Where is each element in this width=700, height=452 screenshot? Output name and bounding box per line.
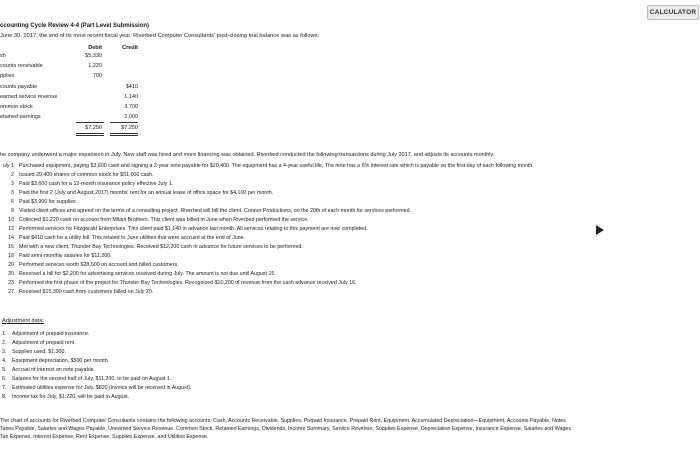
transaction-date: 10 xyxy=(8,217,14,223)
chart-of-accounts-line: Taxes Payable, Salaries and Wages Payable, Unearned Service Revenue, Common Stock, Retained Earnings, Dividends, Income Summary, Service Revenue, Supplies Expense, Depreciation Expense, Insurance Expense, Salaries and Wages xyxy=(0,426,571,432)
transaction-description: Paid $410 cash for a utility bill. This related to June utilities that were accrued at the end of June. xyxy=(19,235,246,241)
adjustment-heading: Adjustment data: xyxy=(2,318,44,324)
adjustment-number: 2. xyxy=(2,340,7,346)
transaction-date: 16 xyxy=(8,244,14,250)
debit-header: Debit xyxy=(88,45,102,51)
total-rule xyxy=(76,122,104,123)
expansion-paragraph: he company underwent a major expansion in July. New staff was hired and more financing was obtained. Riverbed conducted the following transactions during July 2017, and adjusts its accounts monthly. xyxy=(0,152,495,158)
chart-of-accounts-line: Tax Expense, Interest Expense, Rent Expense, Supplies Expense, and Utilities Expense. xyxy=(0,434,209,440)
transaction-date: 23 xyxy=(8,280,14,286)
credit-header: Credit xyxy=(122,45,138,51)
total-rule xyxy=(110,122,138,123)
account-name: earned service revenue xyxy=(0,94,58,100)
transaction-description: Performed services worth $28,600 on account and billed customers. xyxy=(19,262,179,268)
double-rule-bottom xyxy=(110,135,138,136)
credit-amount: $410 xyxy=(125,84,138,90)
scroll-arrow-icon[interactable] xyxy=(596,225,604,235)
transaction-description: Performed services for Fitzgerald Enterprises. This client paid $1,140 in advance last month. All services relating to this payment are now completed. xyxy=(19,226,368,232)
credit-amount: 1,140 xyxy=(124,94,138,100)
transaction-date: 3 xyxy=(11,181,14,187)
account-name: ommon stock xyxy=(0,104,33,110)
adjustment-number: 7. xyxy=(2,385,7,391)
transaction-description: Issued 20,400 shares of common stock for $51,000 cash. xyxy=(19,172,154,178)
adjustment-number: 6. xyxy=(2,376,7,382)
transaction-description: Paid $3,600 cash for a 12-month insurance policy effective July 1. xyxy=(19,181,174,187)
adjustment-number: 3. xyxy=(2,349,7,355)
transaction-description: Paid semi-monthly salaries for $11,200. xyxy=(19,253,112,259)
transaction-description: Collected $1,220 cash on account from Milani Brothers. This client was billed in June when Riverbed performed the service. xyxy=(19,217,309,223)
adjustment-item: Adjustment of prepaid insurance. xyxy=(12,331,90,337)
double-rule-top xyxy=(76,133,104,134)
transaction-description: Visited client offices and agreed on the terms of a consulting project. Riverbed will bill the client, Connor Productions, on the 20th of each month for services performed. xyxy=(19,208,411,214)
transaction-date: uly 1 xyxy=(2,163,14,169)
transaction-description: Purchased equipment, paying $3,600 cash and signing a 2-year note payable for $20,400. The equipment has a 4-year useful life. The note has a 6% interest rate which is payable on the first day of each following month. xyxy=(19,163,534,169)
chart-of-accounts-line: The chart of accounts for Riverbed Computer Consultants contains the following accounts: Cash, Accounts Receivable, Supplies, Prepaid Insurance, Prepaid Rent, Equipment, Accumulated Depreciation—Equipment, Accounts Payable, Notes xyxy=(0,418,566,424)
transaction-description: Met with a new client, Thunder Bay Technologies. Received $12,200 cash in advance for future services to be performed. xyxy=(19,244,303,250)
adjustment-item: Accrual of interest on note payable. xyxy=(12,367,96,373)
adjustment-item: Estimated utilities expense for July, $820 (invoice will be received in August). xyxy=(12,385,192,391)
transaction-description: Performed the first phase of the project for Thunder Bay Technologies. Recognized $10,200 of revenue from the cash advance received July 16. xyxy=(19,280,357,286)
adjustment-item: Equipment depreciation, $500 per month. xyxy=(12,358,110,364)
adjustment-item: Income tax for July, $1,220, will be paid in August. xyxy=(12,394,130,400)
adjustment-item: Salaries for the second half of July, $11,200, to be paid on August 1. xyxy=(12,376,172,382)
calculator-button[interactable]: CALCULATOR xyxy=(647,5,699,20)
debit-amount: $5,330 xyxy=(85,53,102,59)
transaction-date: 20 xyxy=(8,262,14,268)
transaction-date: 20 xyxy=(8,271,14,277)
total-debit: $7,250 xyxy=(85,125,102,131)
double-rule-bottom xyxy=(76,135,104,136)
transaction-description: Paid the first 2 (July and August 2017) months' rent for an annual lease of office space for $4,100 per month. xyxy=(19,190,274,196)
adjustment-number: 4. xyxy=(2,358,7,364)
problem-intro: June 30, 2017, the end of its most recent fiscal year, Riverbed Computer Consultants' post-closing trial balance was as follows: xyxy=(0,33,320,39)
account-name: counts receivable xyxy=(0,63,43,69)
transaction-date: 14 xyxy=(8,235,14,241)
credit-amount: 3,700 xyxy=(124,104,138,110)
transaction-date: 9 xyxy=(11,208,14,214)
page-title: ccounting Cycle Review 4-4 (Part Level Submission) xyxy=(0,23,150,29)
debit-amount: 1,220 xyxy=(88,63,102,69)
double-rule-top xyxy=(110,133,138,134)
transaction-date: 27 xyxy=(8,289,14,295)
debit-amount: 700 xyxy=(92,73,102,79)
account-name: counts payable xyxy=(0,84,37,90)
transaction-description: Received $15,300 cash from customers billed on July 20. xyxy=(19,289,154,295)
account-name: etained earnings xyxy=(0,114,41,120)
transaction-description: Paid $3,900 for supplies. xyxy=(19,199,78,205)
total-credit: $7,250 xyxy=(121,125,138,131)
adjustment-number: 5. xyxy=(2,367,7,373)
account-name: sh xyxy=(0,53,6,59)
transaction-description: Received a bill for $2,200 for advertising services received during July. The amount is not due until August 15. xyxy=(19,271,276,277)
transaction-date: 18 xyxy=(8,253,14,259)
transaction-date: 6 xyxy=(11,199,14,205)
adjustment-number: 1. xyxy=(2,331,7,337)
transaction-date: 13 xyxy=(8,226,14,232)
transaction-date: 3 xyxy=(11,190,14,196)
transaction-date: 2 xyxy=(11,172,14,178)
adjustment-item: Supplies used, $1,300. xyxy=(12,349,66,355)
adjustment-number: 8. xyxy=(2,394,7,400)
account-name: pplies xyxy=(0,73,15,79)
adjustment-item: Adjustment of prepaid rent. xyxy=(12,340,76,346)
credit-amount: 2,000 xyxy=(124,114,138,120)
